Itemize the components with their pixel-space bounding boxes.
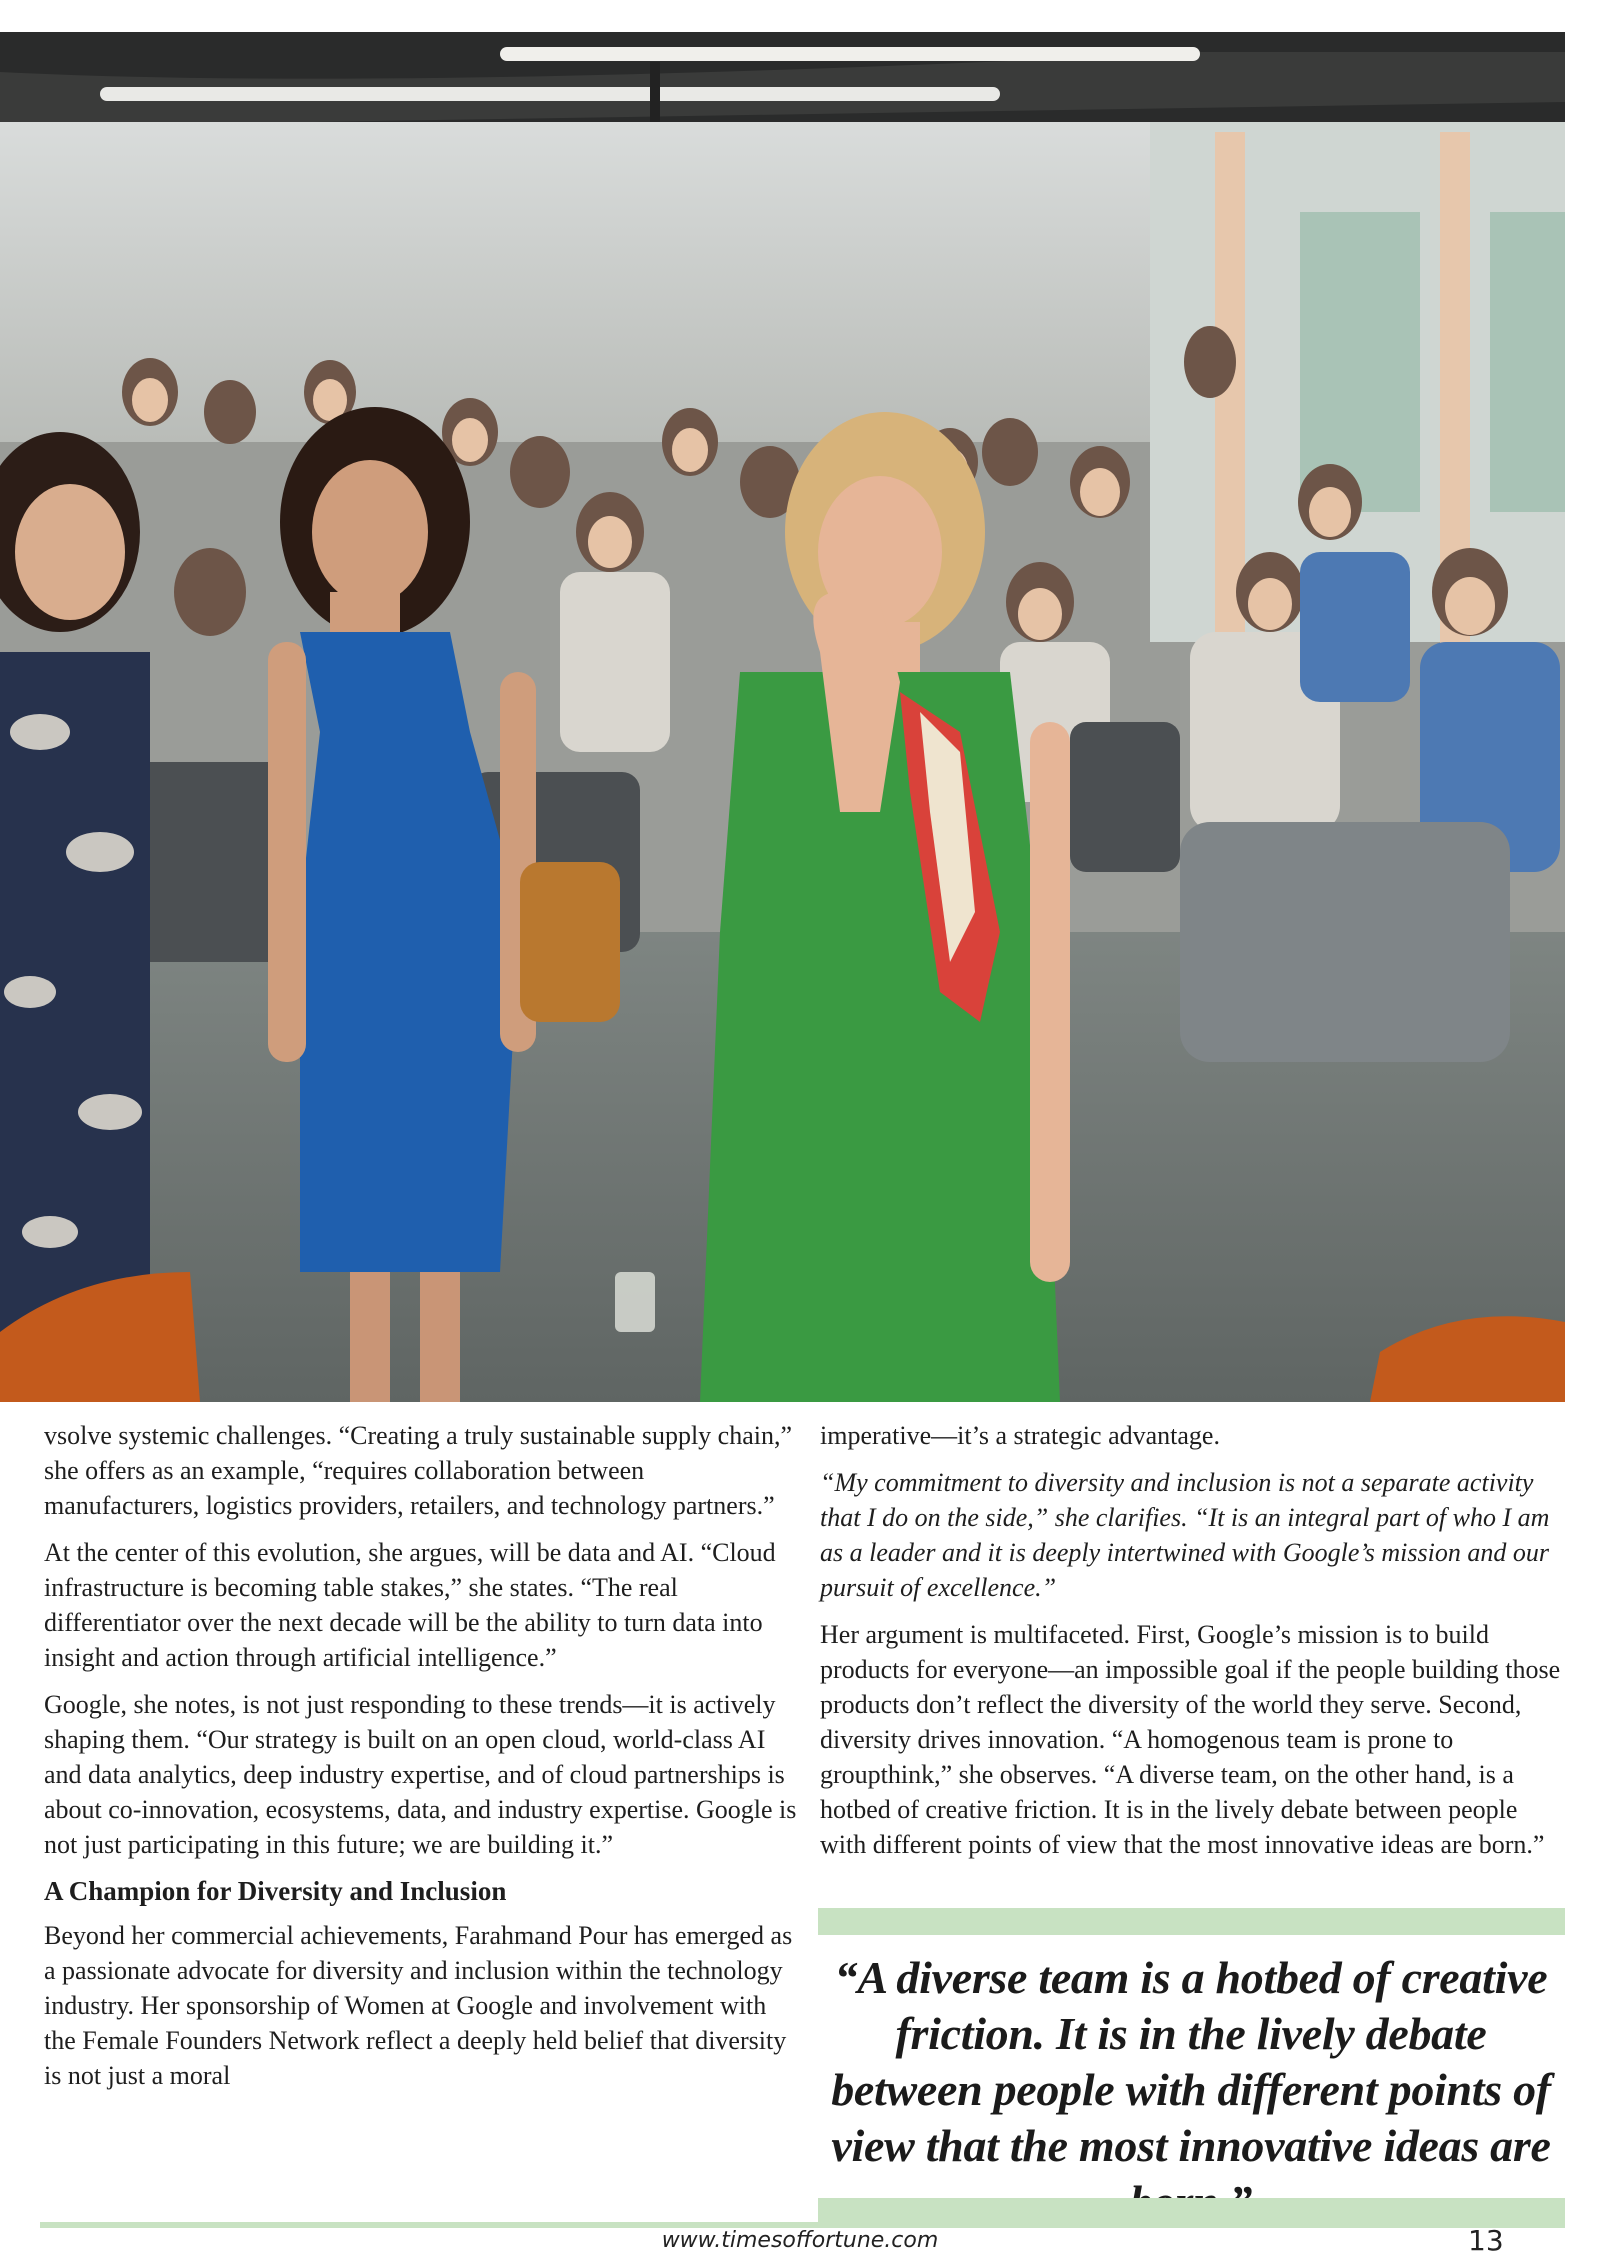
article-left-column [44, 1418, 799, 2105]
pull-quote-top-bar [818, 1908, 1565, 1935]
paragraph: Google, she notes, is not just responding to these trends—it is actively shaping them. “Our strategy is built on an open cloud, world-class AI and data analytics, deep industry expertise, and of cloud partnerships is about co-innovation, ecosystems, data, and industry expertise. Google is not just participating in this future; we are building it.” [44, 1690, 797, 1859]
event-photo [0, 32, 1565, 1402]
paragraph: vsolve systemic challenges. “Creating a truly sustainable supply chain,” she offers as an example, “requires collaboration between manufacturers, logistics providers, retailers, and technology partners.” [44, 1421, 793, 1520]
pull-quote-bottom-bar [818, 2198, 1565, 2225]
paragraph: imperative—it’s a strategic advantage. [820, 1421, 1220, 1450]
paragraph: Beyond her commercial achievements, Farahmand Pour has emerged as a passionate advocate for diversity and inclusion within the technology industry. Her sponsorship of Women at Google and involvement with the Female Founders Network reflect a deeply held belief that diversity is not just a moral [44, 1921, 793, 2090]
paragraph: Her argument is multifaceted. First, Google’s mission is to build products for everyone—an impossible goal if the people building those products don’t reflect the diversity of the world they serve. Second, diversity drives innovation. “A homogenous team is prone to groupthink,” she observes. “A diverse team, on the other hand, is a hotbed of creative friction. It is in the lively debate between people with different points of view that the most innovative ideas are born.” [820, 1620, 1561, 1859]
pull-quote: “A diverse team is a hotbed of creative friction. It is in the lively debate between people with different points of view that the most innovative ideas are [831, 1952, 1551, 2171]
quote-paragraph: “My commitment to diversity and inclusion is not a separate activity that I do on the side,” she clarifies. “It is an integral part of who I am as a leader and it is deeply intertwined with Google’s mission and our pursuit of excellence.” [820, 1468, 1550, 1602]
paragraph: At the center of this evolution, she argues, will be data and AI. “Cloud infrastructure is becoming table stakes,” she states. “The real differentiator over the next decade will be the ability to turn data into insight and action through artificial intelligence.” [44, 1538, 776, 1672]
event-photo-illustration [0, 32, 1565, 1402]
section-heading: A Champion for Diversity and Inclusion [44, 1876, 507, 1906]
article-right-column [820, 1418, 1565, 1874]
page-number: 13 [1468, 2224, 1504, 2257]
footer-website-url[interactable]: www.timesoffortune.com [661, 2228, 939, 2253]
